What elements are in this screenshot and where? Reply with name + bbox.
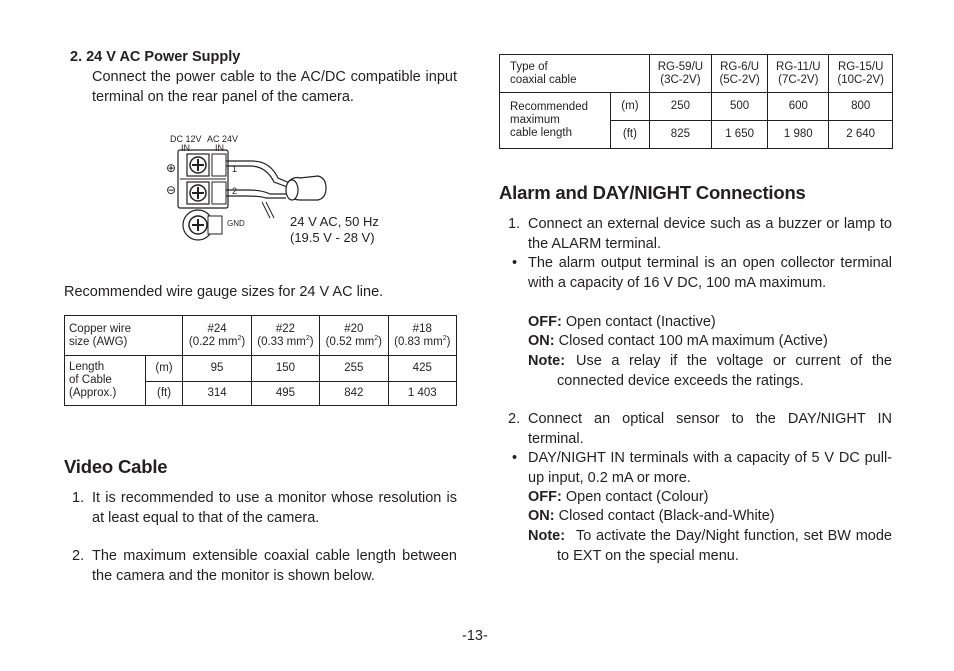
alarm-item-1-num: 1.	[508, 216, 521, 232]
on-label: ON:	[528, 333, 555, 349]
bullet-2: •	[512, 450, 518, 466]
alarm-item-2-num: 2.	[508, 411, 521, 427]
table-cell: 150	[251, 356, 319, 382]
table-cell: 425	[388, 356, 456, 382]
alarm-bullet-1-text: The alarm output terminal is an open collector terminal with a capacity of 16 V DC, 100 mA maximum.	[528, 255, 892, 291]
diagram-label-dc-in: IN	[181, 143, 190, 153]
table-cell: 2 640	[829, 121, 893, 149]
alarm-item-1: Connect an external device such as a buzzer or lamp to the ALARM terminal.	[528, 216, 892, 252]
power-spec-line1: 24 V AC, 50 Hz	[290, 214, 379, 229]
video-item-2: The maximum extensible coaxial cable length between the camera and the monitor is shown below.	[92, 548, 457, 584]
table-row	[65, 316, 457, 356]
alarm-on-line	[528, 332, 828, 352]
off-text: Open contact (Inactive)	[565, 314, 716, 330]
alarm-item-2: Connect an optical sensor to the DAY/NIGHT IN terminal.	[528, 411, 892, 447]
coax-col-rg11: RG-11/U (7C-2V)	[768, 55, 829, 93]
table-cell: 600	[768, 93, 829, 121]
table-row	[500, 93, 893, 121]
table-cell: 250	[649, 93, 711, 121]
table-cell: 500	[711, 93, 767, 121]
page-number: -13-	[462, 628, 488, 644]
daynight-on-line	[528, 507, 775, 527]
row-label: Length of Cable (Approx.)	[65, 356, 146, 406]
note-2-text: To activate the Day/Night function, set BW mode to EXT on the special menu.	[557, 528, 892, 564]
header-label: Type of coaxial cable	[500, 55, 650, 93]
power-supply-text: Connect the power cable to the AC/DC compatible input terminal on the rear panel of the camera.	[92, 69, 457, 105]
table-cell: 255	[320, 356, 388, 382]
alarm-off-line	[528, 313, 716, 333]
on-label: ON:	[528, 508, 555, 524]
gauge-intro: Recommended wire gauge sizes for 24 V AC line.	[64, 284, 384, 300]
wire-gauge-table	[64, 315, 457, 406]
video-item-1-num: 1.	[72, 490, 85, 506]
gauge-col-24: #24 (0.22 $mm^2$)	[183, 316, 251, 356]
coax-cable-table	[499, 54, 893, 149]
power-supply-heading: 2. 24 V AC Power Supply	[70, 49, 241, 65]
plus-symbol: ⊕	[166, 161, 177, 175]
off-text: Open contact (Colour)	[565, 489, 709, 505]
video-item-2-num: 2.	[72, 548, 85, 564]
off-label: OFF:	[528, 489, 562, 505]
note-1-label: Note:	[528, 353, 566, 369]
pin-1-label: 1	[232, 164, 238, 174]
gauge-col-22: #22 (0.33 $mm^2$)	[251, 316, 319, 356]
table-cell: 800	[829, 93, 893, 121]
table-cell: 1 980	[768, 121, 829, 149]
coax-col-rg6: RG-6/U (5C-2V)	[711, 55, 767, 93]
table-cell: 825	[649, 121, 711, 149]
table-cell: 1 650	[711, 121, 767, 149]
off-label: OFF:	[528, 314, 562, 330]
daynight-off-line	[528, 488, 709, 508]
diagram-label-ac-in: IN	[215, 143, 224, 153]
on-text: Closed contact 100 mA maximum (Active)	[558, 333, 828, 349]
alarm-daynight-heading: Alarm and DAY/NIGHT Connections	[499, 182, 806, 203]
gnd-label: GND	[227, 219, 245, 228]
gnd-screw	[183, 210, 222, 240]
terminal-screw-1	[187, 154, 209, 176]
coax-col-rg15: RG-15/U (10C-2V)	[829, 55, 893, 93]
table-cell: 842	[320, 382, 388, 406]
unit-m: (m)	[611, 93, 650, 121]
power-spec-line2: (19.5 V - 28 V)	[290, 230, 375, 245]
coax-col-rg59: RG-59/U (3C-2V)	[649, 55, 711, 93]
gauge-col-18: #18 (0.83 $mm^2$)	[388, 316, 456, 356]
video-cable-heading: Video Cable	[64, 456, 168, 477]
header-label: Copper wire size (AWG)	[65, 316, 183, 356]
table-cell: 95	[183, 356, 251, 382]
note-1-text: Use a relay if the voltage or current of the connected device exceeds the ratings.	[557, 353, 892, 389]
table-cell: 495	[251, 382, 319, 406]
table-row	[65, 356, 457, 382]
terminal-screw-2	[187, 182, 209, 204]
unit-m: (m)	[145, 356, 183, 382]
gauge-col-20: #20 (0.52 $mm^2$)	[320, 316, 388, 356]
row-label: Recommended maximum cable length	[500, 93, 611, 149]
diagram-label-ac24v: AC 24V	[207, 134, 239, 144]
on-text: Closed contact (Black-and-White)	[558, 508, 775, 524]
note-2-label: Note:	[528, 528, 566, 544]
unit-ft: (ft)	[611, 121, 650, 149]
table-row	[500, 55, 893, 93]
table-cell: 1 403	[388, 382, 456, 406]
table-cell: 314	[183, 382, 251, 406]
pin-2-label: 2	[232, 186, 238, 196]
minus-symbol: ⊖	[166, 183, 177, 197]
alarm-bullet-2-text: DAY/NIGHT IN terminals with a capacity of 5 V DC pull-up input, 0.2 mA or more.	[528, 450, 892, 486]
unit-ft: (ft)	[145, 382, 183, 406]
video-item-1: It is recommended to use a monitor whose resolution is at least equal to that of the camera.	[92, 490, 457, 526]
bullet-1: •	[512, 255, 518, 271]
diagram-label-dc12v: DC 12V	[170, 134, 202, 144]
